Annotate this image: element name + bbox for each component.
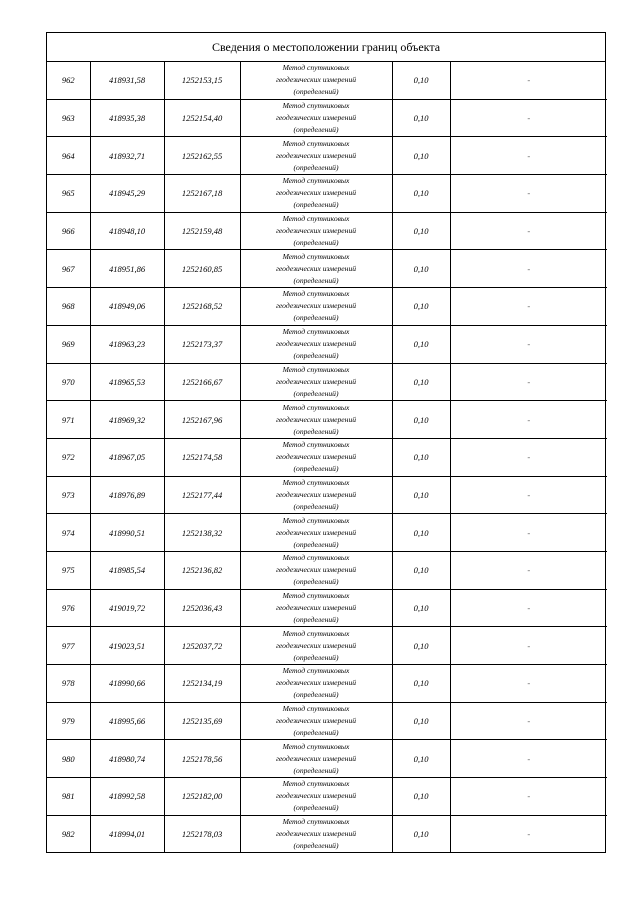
method-text-line: геодезических измерений <box>275 188 357 198</box>
note-cell: - <box>450 250 607 288</box>
y-coordinate-cell: 1252178,03 <box>164 815 240 852</box>
method-cell <box>240 476 392 514</box>
table-row <box>47 325 607 363</box>
accuracy-cell: 0,10 <box>392 250 450 288</box>
method-text-line: Метод спутниковых <box>282 779 350 789</box>
accuracy-cell: 0,10 <box>392 401 450 439</box>
method-text-line: (определений) <box>293 614 339 624</box>
point-number-cell: 977 <box>47 627 90 665</box>
y-coordinate-cell: 1252173,37 <box>164 325 240 363</box>
y-coordinate-cell: 1252182,00 <box>164 778 240 816</box>
method-text-line: Метод спутниковых <box>282 138 350 148</box>
accuracy-cell: 0,10 <box>392 175 450 213</box>
point-number-cell: 971 <box>47 401 90 439</box>
x-coordinate-cell: 418990,66 <box>90 665 164 703</box>
method-cell <box>240 288 392 326</box>
y-coordinate-cell: 1252160,85 <box>164 250 240 288</box>
note-cell: - <box>450 137 607 175</box>
method-text-line: (определений) <box>293 87 339 97</box>
table-row <box>47 665 607 703</box>
note-cell: - <box>450 401 607 439</box>
y-coordinate-cell: 1252037,72 <box>164 627 240 665</box>
method-text-line: (определений) <box>293 652 339 662</box>
note-cell: - <box>450 551 607 589</box>
point-number-cell: 963 <box>47 99 90 137</box>
y-coordinate-cell: 1252167,18 <box>164 175 240 213</box>
method-cell <box>240 62 392 99</box>
method-text-line: Метод спутниковых <box>282 402 350 412</box>
note-cell: - <box>450 589 607 627</box>
table-row <box>47 363 607 401</box>
note-cell: - <box>527 829 531 840</box>
method-text-line: (определений) <box>293 426 339 436</box>
x-coordinate-cell: 418951,86 <box>90 250 164 288</box>
method-text-line: Метод спутниковых <box>282 364 350 374</box>
table-row <box>47 514 607 552</box>
point-number-cell: 970 <box>47 363 90 401</box>
method-text-line: (определений) <box>293 690 339 700</box>
point-number-cell: 976 <box>47 589 90 627</box>
point-number-cell: 981 <box>47 778 90 816</box>
method-text-line: геодезических измерений <box>275 602 357 612</box>
method-text-line: Метод спутниковых <box>282 251 350 261</box>
method-cell <box>240 551 392 589</box>
method-text-line: Метод спутниковых <box>282 628 350 638</box>
table-row <box>47 62 607 99</box>
method-text-line: Метод спутниковых <box>282 101 350 111</box>
point-number-cell: 964 <box>47 137 90 175</box>
note-cell: - <box>450 212 607 250</box>
note-cell: - <box>450 325 607 363</box>
table-row <box>47 815 607 852</box>
y-coordinate-cell: 1252166,67 <box>164 363 240 401</box>
method-text-line: (определений) <box>293 388 339 398</box>
y-coordinate-cell: 1252153,15 <box>164 62 240 99</box>
method-text-line: геодезических измерений <box>275 489 357 499</box>
note-cell: - <box>450 99 607 137</box>
table-row <box>47 212 607 250</box>
method-cell <box>240 740 392 778</box>
method-text-line: геодезических измерений <box>275 753 357 763</box>
point-number-cell: 973 <box>47 476 90 514</box>
method-text-line: Метод спутниковых <box>282 817 350 827</box>
method-text-line: геодезических измерений <box>275 565 357 575</box>
method-text-line: геодезических измерений <box>275 527 357 537</box>
table-row <box>47 99 607 137</box>
table-row <box>47 438 607 476</box>
method-cell <box>240 627 392 665</box>
note-cell: - <box>450 778 607 816</box>
method-text-line: Метод спутниковых <box>282 214 350 224</box>
y-coordinate-cell: 1252167,96 <box>164 401 240 439</box>
method-cell <box>240 401 392 439</box>
accuracy-cell: 0,10 <box>392 99 450 137</box>
table-row <box>47 401 607 439</box>
note-cell: - <box>450 288 607 326</box>
note-cell: - <box>450 438 607 476</box>
note-cell: - <box>450 665 607 703</box>
note-cell: - <box>450 740 607 778</box>
x-coordinate-cell: 418980,74 <box>90 740 164 778</box>
note-cell: - <box>450 702 607 740</box>
y-coordinate-cell: 1252162,55 <box>164 137 240 175</box>
accuracy-cell: 0,10 <box>392 363 450 401</box>
method-cell <box>240 665 392 703</box>
point-number-cell: 980 <box>47 740 90 778</box>
coordinates-body <box>47 62 607 852</box>
accuracy-cell: 0,10 <box>392 212 450 250</box>
x-coordinate-cell: 418994,01 <box>90 815 164 852</box>
method-text-line: геодезических измерений <box>275 113 357 123</box>
table-row <box>47 589 607 627</box>
x-coordinate-cell: 418969,32 <box>90 401 164 439</box>
accuracy-cell: 0,10 <box>392 627 450 665</box>
method-cell <box>240 438 392 476</box>
x-coordinate-cell: 419019,72 <box>90 589 164 627</box>
x-coordinate-cell: 418992,58 <box>90 778 164 816</box>
method-text-line: Метод спутниковых <box>282 440 350 450</box>
y-coordinate-cell: 1252136,82 <box>164 551 240 589</box>
accuracy-cell: 0,10 <box>392 438 450 476</box>
method-cell <box>240 137 392 175</box>
point-number-cell: 969 <box>47 325 90 363</box>
accuracy-cell: 0,10 <box>392 702 450 740</box>
method-text-line: Метод спутниковых <box>282 327 350 337</box>
method-text-line: (определений) <box>293 539 339 549</box>
method-text-line: Метод спутниковых <box>282 741 350 751</box>
point-number-cell: 966 <box>47 212 90 250</box>
method-text-line: (определений) <box>293 125 339 135</box>
method-text-line: геодезических измерений <box>275 150 357 160</box>
method-cell <box>240 589 392 627</box>
note-cell: - <box>450 627 607 665</box>
x-coordinate-cell: 418967,05 <box>90 438 164 476</box>
x-coordinate-cell: 418965,53 <box>90 363 164 401</box>
method-text-line: (определений) <box>293 577 339 587</box>
method-text-line: (определений) <box>293 200 339 210</box>
y-coordinate-cell: 1252177,44 <box>164 476 240 514</box>
point-number-cell: 962 <box>47 62 90 99</box>
method-text-line: (определений) <box>293 765 339 775</box>
y-coordinate-cell: 1252178,56 <box>164 740 240 778</box>
table-row <box>47 175 607 213</box>
x-coordinate-cell: 418995,66 <box>90 702 164 740</box>
note-cell: - <box>450 476 607 514</box>
method-text-line: Метод спутниковых <box>282 704 350 714</box>
method-text-line: геодезических измерений <box>275 791 357 801</box>
accuracy-cell: 0,10 <box>392 325 450 363</box>
method-text-line: геодезических измерений <box>275 640 357 650</box>
method-text-line: геодезических измерений <box>275 226 357 236</box>
method-text-line: (определений) <box>293 501 339 511</box>
table-row <box>47 137 607 175</box>
note-cell: - <box>450 175 607 213</box>
y-coordinate-cell: 1252159,48 <box>164 212 240 250</box>
method-cell <box>240 815 392 852</box>
point-number-cell: 968 <box>47 288 90 326</box>
method-text-line: геодезических измерений <box>275 678 357 688</box>
method-text-line: (определений) <box>293 464 339 474</box>
point-number-cell: 974 <box>47 514 90 552</box>
accuracy-cell: 0,10 <box>392 62 450 99</box>
x-coordinate-cell: 418932,71 <box>90 137 164 175</box>
method-cell <box>240 250 392 288</box>
point-number-cell: 979 <box>47 702 90 740</box>
note-cell: - <box>450 363 607 401</box>
method-text-line: геодезических измерений <box>275 339 357 349</box>
table-row <box>47 250 607 288</box>
method-cell <box>240 702 392 740</box>
accuracy-cell: 0,10 <box>392 815 450 852</box>
table-row <box>47 476 607 514</box>
method-text-line: (определений) <box>293 275 339 285</box>
accuracy-cell: 0,10 <box>392 778 450 816</box>
method-text-line: геодезических измерений <box>275 376 357 386</box>
method-text-line: (определений) <box>293 841 339 851</box>
table-title: Сведения о местоположении границ объекта <box>47 33 605 62</box>
table-row <box>47 740 607 778</box>
x-coordinate-cell: 418945,29 <box>90 175 164 213</box>
table-row <box>47 627 607 665</box>
accuracy-cell: 0,10 <box>392 665 450 703</box>
boundary-table <box>46 32 606 853</box>
method-text-line: геодезических измерений <box>275 301 357 311</box>
method-text-line: (определений) <box>293 313 339 323</box>
method-text-line: геодезических измерений <box>275 452 357 462</box>
method-text-line: Метод спутниковых <box>282 477 350 487</box>
method-text-line: (определений) <box>293 803 339 813</box>
accuracy-cell: 0,10 <box>392 476 450 514</box>
method-text-line: Метод спутниковых <box>282 515 350 525</box>
method-text-line: Метод спутниковых <box>282 63 350 73</box>
method-text-line: Метод спутниковых <box>282 553 350 563</box>
point-number-cell: 965 <box>47 175 90 213</box>
method-cell <box>240 363 392 401</box>
method-text-line: геодезических измерений <box>275 716 357 726</box>
table-row <box>47 702 607 740</box>
method-text-line: Метод спутниковых <box>282 176 350 186</box>
y-coordinate-cell: 1252138,32 <box>164 514 240 552</box>
method-text-line: Метод спутниковых <box>282 666 350 676</box>
method-cell <box>240 99 392 137</box>
method-text-line: (определений) <box>293 238 339 248</box>
y-coordinate-cell: 1252134,19 <box>164 665 240 703</box>
point-number-cell: 972 <box>47 438 90 476</box>
accuracy-cell: 0,10 <box>392 137 450 175</box>
method-cell <box>240 175 392 213</box>
x-coordinate-cell: 418949,06 <box>90 288 164 326</box>
method-text-line: геодезических измерений <box>275 263 357 273</box>
x-coordinate-cell: 418976,89 <box>90 476 164 514</box>
table-row <box>47 288 607 326</box>
x-coordinate-cell: 418985,54 <box>90 551 164 589</box>
y-coordinate-cell: 1252154,40 <box>164 99 240 137</box>
x-coordinate-cell: 419023,51 <box>90 627 164 665</box>
x-coordinate-cell: 418990,51 <box>90 514 164 552</box>
method-cell <box>240 778 392 816</box>
method-text-line: (определений) <box>293 351 339 361</box>
x-coordinate-cell: 418948,10 <box>90 212 164 250</box>
coordinates-table <box>47 62 607 852</box>
method-text-line: геодезических измерений <box>275 414 357 424</box>
point-number-cell: 982 <box>47 815 90 852</box>
x-coordinate-cell: 418931,58 <box>90 62 164 99</box>
method-text-line: (определений) <box>293 728 339 738</box>
point-number-cell: 967 <box>47 250 90 288</box>
y-coordinate-cell: 1252135,69 <box>164 702 240 740</box>
method-text-line: Метод спутниковых <box>282 289 350 299</box>
x-coordinate-cell: 418935,38 <box>90 99 164 137</box>
method-cell <box>240 325 392 363</box>
point-number-cell: 975 <box>47 551 90 589</box>
note-cell: - <box>450 514 607 552</box>
y-coordinate-cell: 1252168,52 <box>164 288 240 326</box>
method-text-line: Метод спутниковых <box>282 590 350 600</box>
accuracy-cell: 0,10 <box>392 740 450 778</box>
method-cell <box>240 514 392 552</box>
accuracy-cell: 0,10 <box>392 589 450 627</box>
accuracy-cell: 0,10 <box>392 288 450 326</box>
method-text-line: (определений) <box>293 162 339 172</box>
method-text-line: геодезических измерений <box>275 829 357 839</box>
note-cell: - <box>450 62 607 99</box>
x-coordinate-cell: 418963,23 <box>90 325 164 363</box>
table-row <box>47 778 607 816</box>
y-coordinate-cell: 1252174,58 <box>164 438 240 476</box>
table-row <box>47 551 607 589</box>
point-number-cell: 978 <box>47 665 90 703</box>
method-text-line: геодезических измерений <box>275 75 357 85</box>
method-cell <box>240 212 392 250</box>
accuracy-cell: 0,10 <box>392 514 450 552</box>
y-coordinate-cell: 1252036,43 <box>164 589 240 627</box>
accuracy-cell: 0,10 <box>392 551 450 589</box>
